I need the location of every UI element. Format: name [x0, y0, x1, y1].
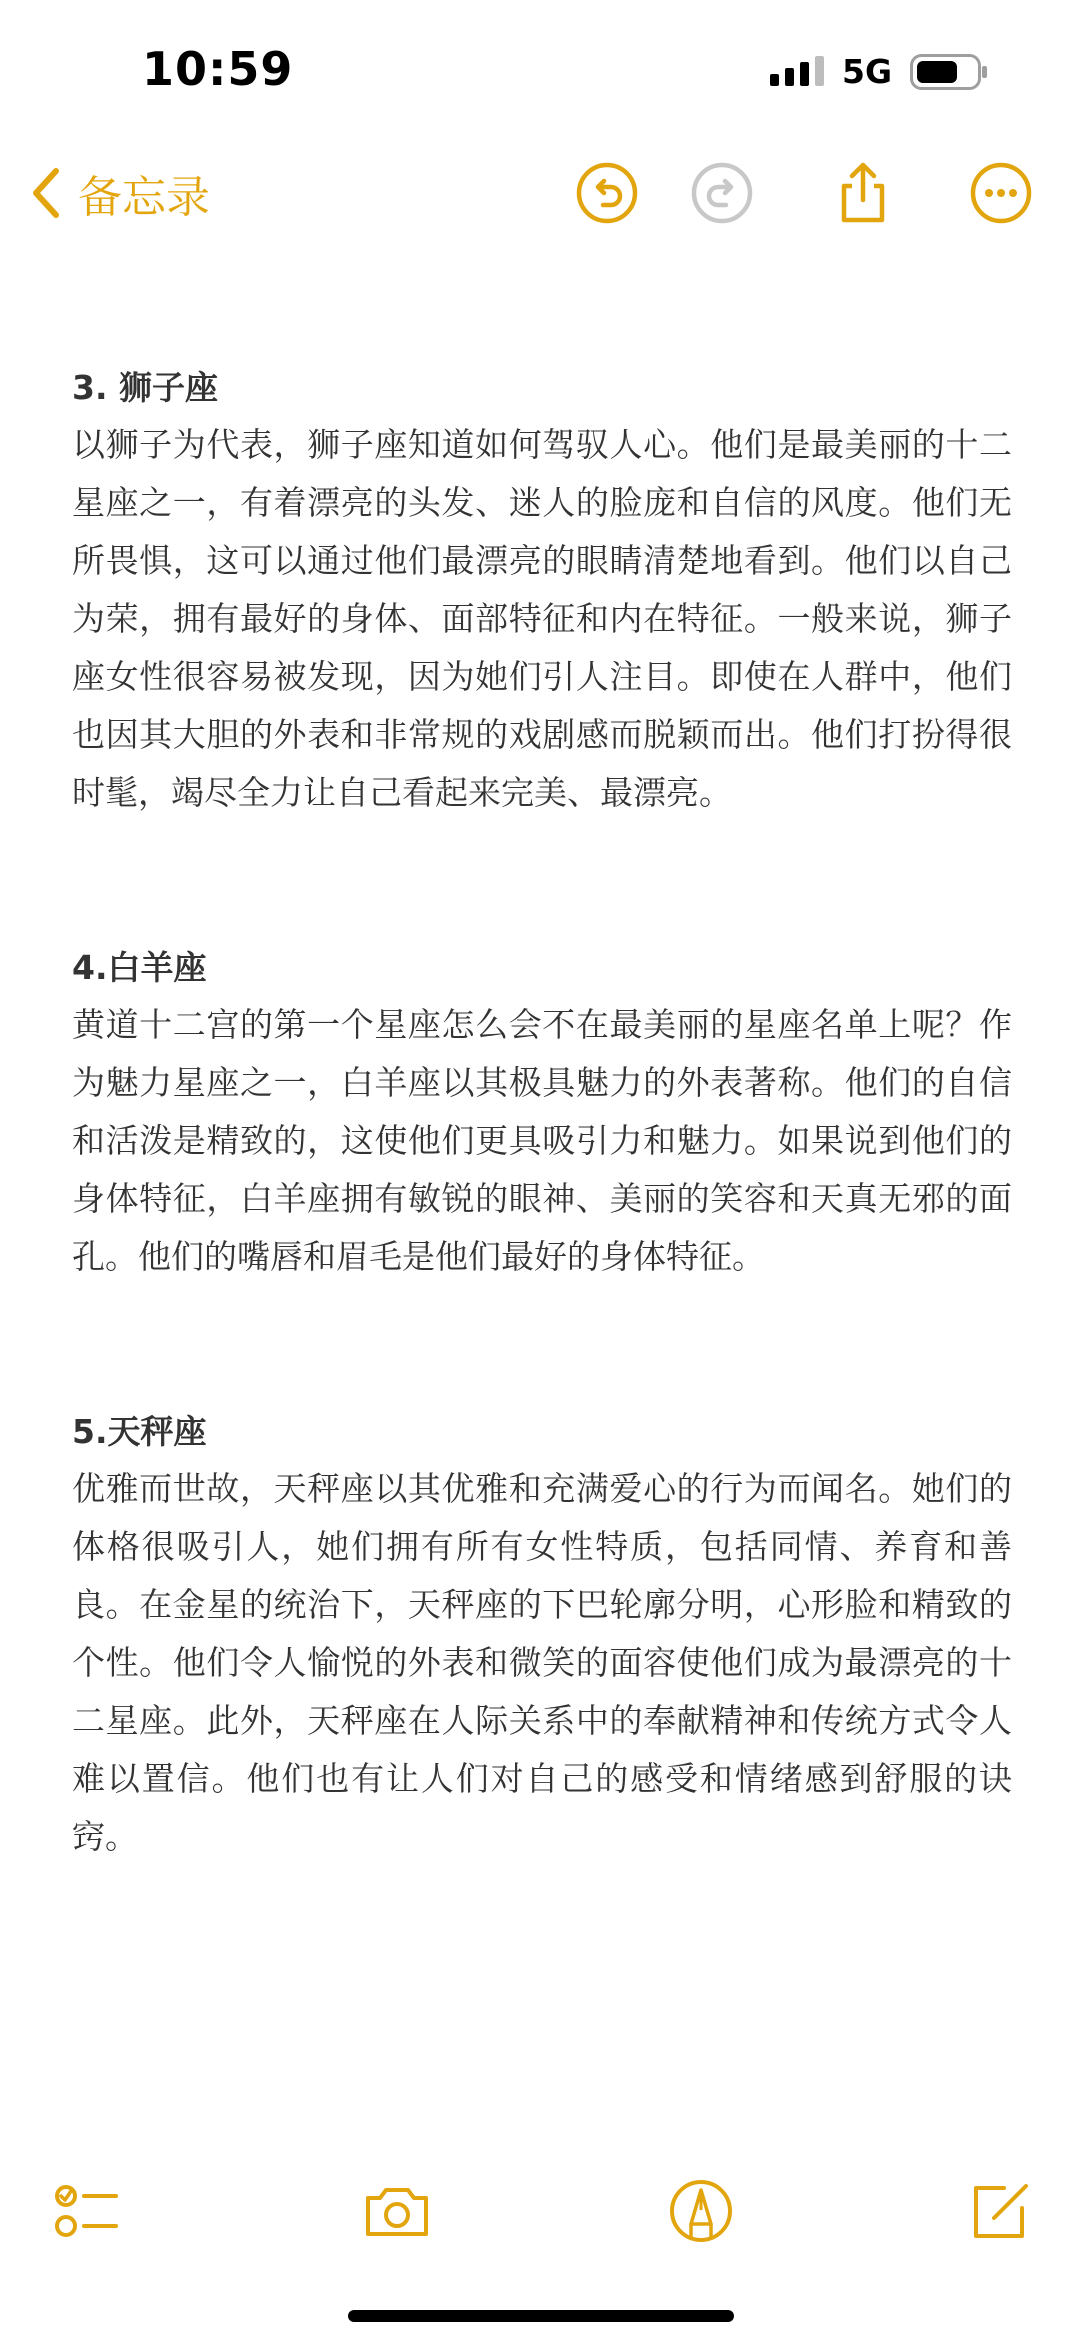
chevron-left-icon: [28, 165, 62, 221]
network-type: 5G: [842, 52, 893, 91]
note-content[interactable]: [72, 360, 1012, 1866]
navigation-bar: [0, 140, 1080, 250]
battery-icon: [910, 54, 988, 90]
status-time: 10:59: [142, 42, 294, 96]
section-title: 3. 狮子座: [72, 368, 218, 407]
undo-icon[interactable]: [574, 160, 640, 226]
more-icon[interactable]: [968, 160, 1034, 226]
back-button[interactable]: [28, 158, 210, 228]
note-section: [72, 360, 1012, 822]
home-indicator[interactable]: [348, 2310, 734, 2322]
bottom-toolbar: [0, 2160, 1080, 2260]
redo-icon[interactable]: [689, 160, 755, 226]
checklist-icon[interactable]: [50, 2174, 124, 2248]
share-icon[interactable]: [830, 160, 896, 226]
note-section: [72, 1404, 1012, 1866]
section-title: 5.天秤座: [72, 1412, 207, 1451]
status-bar: [0, 0, 1080, 140]
section-title: 4.白羊座: [72, 948, 207, 987]
camera-icon[interactable]: [360, 2174, 434, 2248]
back-label: 备忘录: [78, 172, 210, 223]
section-body: 黄道十二宫的第一个星座怎么会不在最美丽的星座名单上呢？作为魅力星座之一，白羊座以其极具魅力的外表著称。他们的自信和活泼是精致的，这使他们更具吸引力和魅力。如果说到他们的身体特征，白羊座拥有敏锐的眼神、美丽的笑容和天真无邪的面孔。他们的嘴唇和眉毛是他们最好的身体特征。: [72, 1005, 1012, 1276]
section-body: 以狮子为代表，狮子座知道如何驾驭人心。他们是最美丽的十二星座之一，有着漂亮的头发、迷人的脸庞和自信的风度。他们无所畏惧，这可以通过他们最漂亮的眼睛清楚地看到。他们以自己为荣，拥有最好的身体、面部特征和内在特征。一般来说，狮子座女性很容易被发现，因为她们引人注目。即使在人群中，他们也因其大胆的外表和非常规的戏剧感而脱颖而出。他们打扮得很时髦，竭尽全力让自己看起来完美、最漂亮。: [72, 425, 1012, 812]
compose-icon[interactable]: [964, 2174, 1038, 2248]
section-body: 优雅而世故，天秤座以其优雅和充满爱心的行为而闻名。她们的体格很吸引人，她们拥有所有女性特质，包括同情、养育和善良。在金星的统治下，天秤座的下巴轮廓分明，心形脸和精致的个性。他们令人愉悦的外表和微笑的面容使他们成为最漂亮的十二星座。此外，天秤座在人际关系中的奉献精神和传统方式令人难以置信。他们也有让人们对自己的感受和情绪感到舒服的诀窍。: [72, 1469, 1012, 1856]
markup-icon[interactable]: [664, 2174, 738, 2248]
cellular-signal-icon: [770, 56, 826, 86]
note-section: [72, 940, 1012, 1286]
